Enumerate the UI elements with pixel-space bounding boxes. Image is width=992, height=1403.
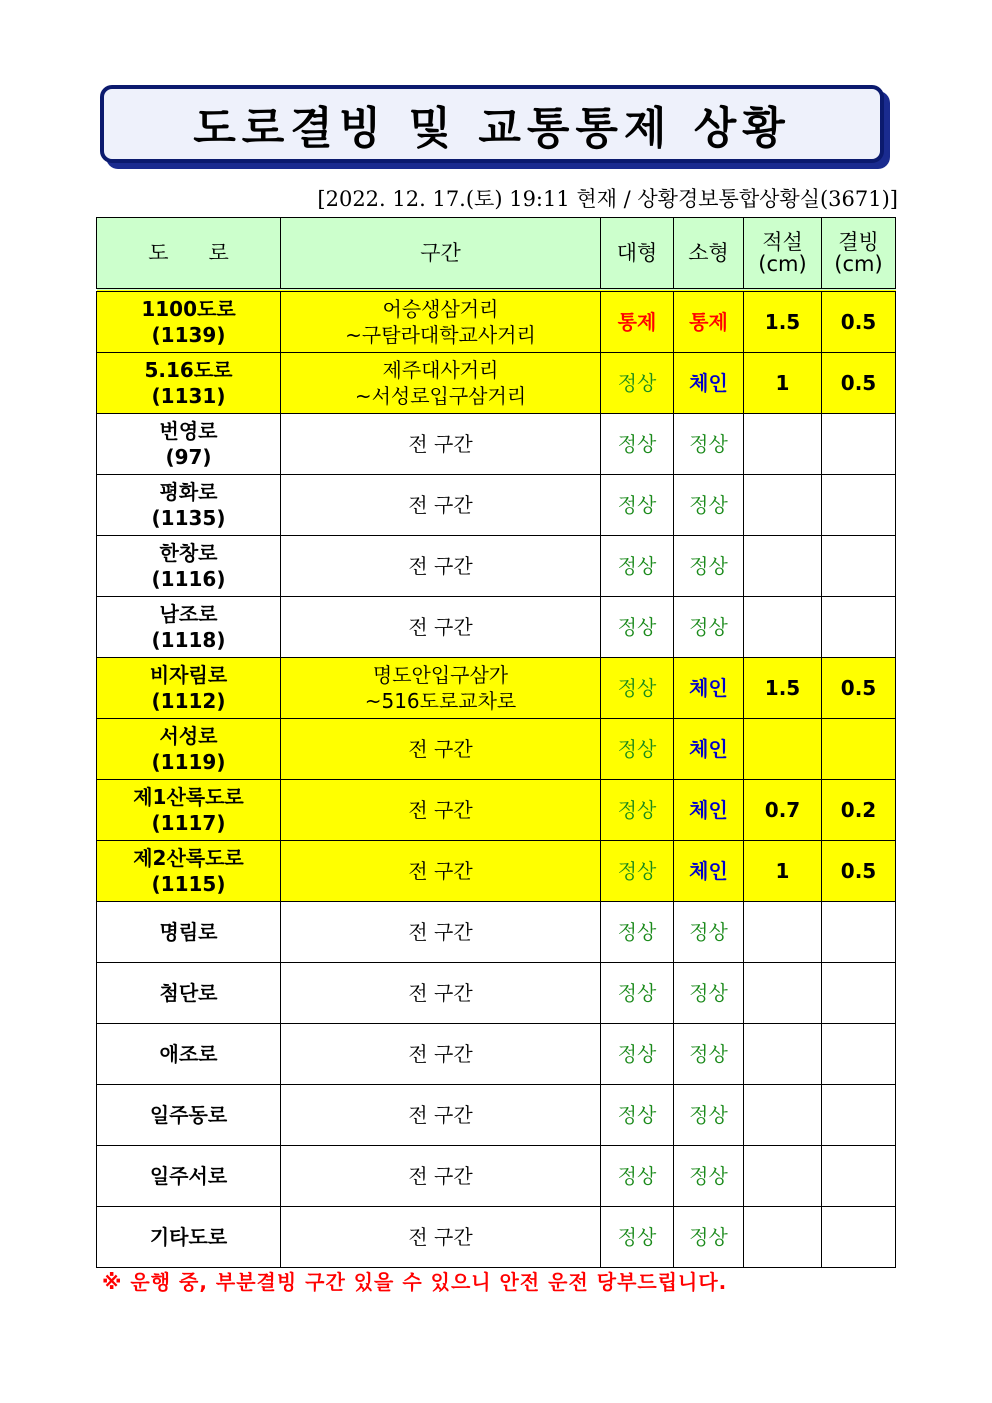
table-row [97, 1024, 896, 1085]
road-name: 기타도로 [149, 1225, 228, 1249]
section-cell [281, 1146, 601, 1207]
road-cell [97, 719, 281, 780]
table-row [97, 841, 896, 902]
large-vehicle-status: 정상 [601, 1024, 674, 1085]
small-vehicle-status: 정상 [674, 1207, 744, 1268]
large-vehicle-status: 정상 [601, 353, 674, 414]
snow-depth-value: 1 [744, 353, 822, 414]
small-vehicle-status: 정상 [674, 1024, 744, 1085]
section-start: 전 구간 [408, 1164, 473, 1188]
table-row [97, 353, 896, 414]
table-row [97, 719, 896, 780]
road-name: 한창로 [159, 541, 218, 565]
section-cell [281, 719, 601, 780]
section-cell [281, 597, 601, 658]
road-name: 일주서로 [149, 1164, 228, 1188]
snow-depth-value [744, 536, 822, 597]
section-start: 명도안입구삼가 [372, 663, 509, 687]
section-cell [281, 963, 601, 1024]
section-cell [281, 658, 601, 719]
page-title: 도로결빙 및 교통통제 상황 [193, 103, 791, 154]
table-row [97, 536, 896, 597]
road-name: 명림로 [159, 920, 218, 944]
small-vehicle-status: 체인 [674, 841, 744, 902]
ice-depth-value [822, 597, 896, 658]
ice-depth-value: 0.5 [822, 658, 896, 719]
small-vehicle-status: 정상 [674, 902, 744, 963]
section-cell [281, 475, 601, 536]
road-name: 남조로 [159, 602, 218, 626]
road-number: (1112) [151, 689, 226, 713]
snow-depth-value [744, 1146, 822, 1207]
snow-depth-value: 1.5 [744, 658, 822, 719]
road-number: (1135) [151, 506, 226, 530]
ice-depth-value [822, 414, 896, 475]
road-cell [97, 1024, 281, 1085]
ice-depth-value: 0.5 [822, 290, 896, 353]
road-cell [97, 963, 281, 1024]
ice-depth-value: 0.5 [822, 353, 896, 414]
road-number: (1116) [151, 567, 226, 591]
small-vehicle-status: 정상 [674, 1085, 744, 1146]
small-vehicle-status: 정상 [674, 414, 744, 475]
road-cell [97, 1146, 281, 1207]
small-vehicle-status: 통제 [674, 290, 744, 353]
section-start: 전 구간 [408, 981, 473, 1005]
section-start: 제주대사거리 [382, 358, 499, 382]
snow-depth-value [744, 597, 822, 658]
road-number: (1115) [151, 872, 226, 896]
header-road: 도 로 [97, 218, 281, 291]
section-start: 전 구간 [408, 1225, 473, 1249]
road-cell [97, 290, 281, 353]
road-number: (97) [165, 445, 212, 469]
road-name: 제2산록도로 [133, 846, 244, 870]
road-cell [97, 536, 281, 597]
road-cell [97, 902, 281, 963]
ice-depth-value [822, 963, 896, 1024]
table-row [97, 475, 896, 536]
table-row [97, 290, 896, 353]
safety-notice: ※ 운행 중, 부분결빙 구간 있을 수 있으니 안전 운전 당부드립니다. [102, 1270, 728, 1294]
section-start: 어승생삼거리 [382, 297, 499, 321]
section-cell [281, 353, 601, 414]
road-name: 1100도로 [141, 297, 236, 321]
snow-depth-value [744, 414, 822, 475]
table-row [97, 902, 896, 963]
road-name: 제1산록도로 [133, 785, 244, 809]
road-cell [97, 353, 281, 414]
ice-depth-value: 0.5 [822, 841, 896, 902]
section-cell [281, 1024, 601, 1085]
small-vehicle-status: 정상 [674, 1146, 744, 1207]
section-start: 전 구간 [408, 859, 473, 883]
header-ice-depth: 결빙 (cm) [822, 218, 896, 291]
snow-depth-value [744, 475, 822, 536]
header-snow-depth: 적설 (cm) [744, 218, 822, 291]
road-cell [97, 475, 281, 536]
road-cell [97, 414, 281, 475]
section-cell [281, 1207, 601, 1268]
large-vehicle-status: 정상 [601, 902, 674, 963]
header-section: 구간 [281, 218, 601, 291]
table-row [97, 1146, 896, 1207]
small-vehicle-status: 정상 [674, 597, 744, 658]
ice-depth-value [822, 1146, 896, 1207]
road-name: 비자림로 [149, 663, 228, 687]
small-vehicle-status: 정상 [674, 536, 744, 597]
road-cell [97, 1207, 281, 1268]
ice-depth-value [822, 475, 896, 536]
snow-depth-value [744, 902, 822, 963]
table-row [97, 658, 896, 719]
section-cell [281, 536, 601, 597]
section-cell [281, 902, 601, 963]
section-start: 전 구간 [408, 554, 473, 578]
section-end: ~서성로입구삼거리 [354, 384, 527, 408]
table-row [97, 963, 896, 1024]
table-row [97, 780, 896, 841]
ice-depth-value [822, 1207, 896, 1268]
snow-depth-value [744, 1085, 822, 1146]
table-row [97, 1085, 896, 1146]
snow-depth-value: 1 [744, 841, 822, 902]
road-cell [97, 780, 281, 841]
road-cell [97, 658, 281, 719]
section-end: ~구탐라대학교사거리 [345, 323, 536, 347]
road-name: 5.16도로 [144, 358, 233, 382]
section-cell [281, 290, 601, 353]
ice-depth-value [822, 1024, 896, 1085]
snow-depth-value [744, 719, 822, 780]
small-vehicle-status: 정상 [674, 475, 744, 536]
road-number: (1139) [151, 323, 226, 347]
road-name: 평화로 [159, 480, 218, 504]
section-cell [281, 780, 601, 841]
section-cell [281, 414, 601, 475]
table-row [97, 414, 896, 475]
section-cell [281, 841, 601, 902]
small-vehicle-status: 체인 [674, 658, 744, 719]
small-vehicle-status: 체인 [674, 353, 744, 414]
section-start: 전 구간 [408, 798, 473, 822]
snow-depth-value: 0.7 [744, 780, 822, 841]
large-vehicle-status: 정상 [601, 963, 674, 1024]
small-vehicle-status: 체인 [674, 780, 744, 841]
large-vehicle-status: 정상 [601, 719, 674, 780]
section-end: ~516도로교차로 [364, 689, 517, 713]
road-number: (1119) [151, 750, 226, 774]
large-vehicle-status: 정상 [601, 1085, 674, 1146]
table-header-row [97, 218, 896, 291]
large-vehicle-status: 통제 [601, 290, 674, 353]
large-vehicle-status: 정상 [601, 658, 674, 719]
table-row [97, 597, 896, 658]
road-name: 번영로 [159, 419, 218, 443]
section-start: 전 구간 [408, 615, 473, 639]
road-name: 애조로 [159, 1042, 218, 1066]
snow-depth-value: 1.5 [744, 290, 822, 353]
section-cell [281, 1085, 601, 1146]
ice-depth-value: 0.2 [822, 780, 896, 841]
small-vehicle-status: 체인 [674, 719, 744, 780]
section-start: 전 구간 [408, 920, 473, 944]
large-vehicle-status: 정상 [601, 475, 674, 536]
road-status-table [96, 217, 896, 1268]
road-number: (1118) [151, 628, 226, 652]
section-start: 전 구간 [408, 737, 473, 761]
snow-depth-value [744, 1207, 822, 1268]
road-name: 일주동로 [149, 1103, 228, 1127]
road-cell [97, 1085, 281, 1146]
large-vehicle-status: 정상 [601, 1207, 674, 1268]
road-cell [97, 841, 281, 902]
report-timestamp: [2022. 12. 17.(토) 19:11 현재 / 상황경보통합상황실(3671)] [317, 187, 898, 211]
road-name: 서성로 [159, 724, 218, 748]
large-vehicle-status: 정상 [601, 414, 674, 475]
small-vehicle-status: 정상 [674, 963, 744, 1024]
large-vehicle-status: 정상 [601, 780, 674, 841]
large-vehicle-status: 정상 [601, 841, 674, 902]
snow-depth-value [744, 1024, 822, 1085]
large-vehicle-status: 정상 [601, 1146, 674, 1207]
road-name: 첨단로 [159, 981, 218, 1005]
ice-depth-value [822, 536, 896, 597]
section-start: 전 구간 [408, 1042, 473, 1066]
large-vehicle-status: 정상 [601, 536, 674, 597]
ice-depth-value [822, 719, 896, 780]
road-cell [97, 597, 281, 658]
section-start: 전 구간 [408, 1103, 473, 1127]
section-start: 전 구간 [408, 493, 473, 517]
header-large-vehicle: 대형 [601, 218, 674, 291]
header-small-vehicle: 소형 [674, 218, 744, 291]
table-row [97, 1207, 896, 1268]
ice-depth-value [822, 902, 896, 963]
road-number: (1131) [151, 384, 226, 408]
title-banner [100, 85, 884, 163]
ice-depth-value [822, 1085, 896, 1146]
snow-depth-value [744, 963, 822, 1024]
large-vehicle-status: 정상 [601, 597, 674, 658]
section-start: 전 구간 [408, 432, 473, 456]
road-number: (1117) [151, 811, 226, 835]
